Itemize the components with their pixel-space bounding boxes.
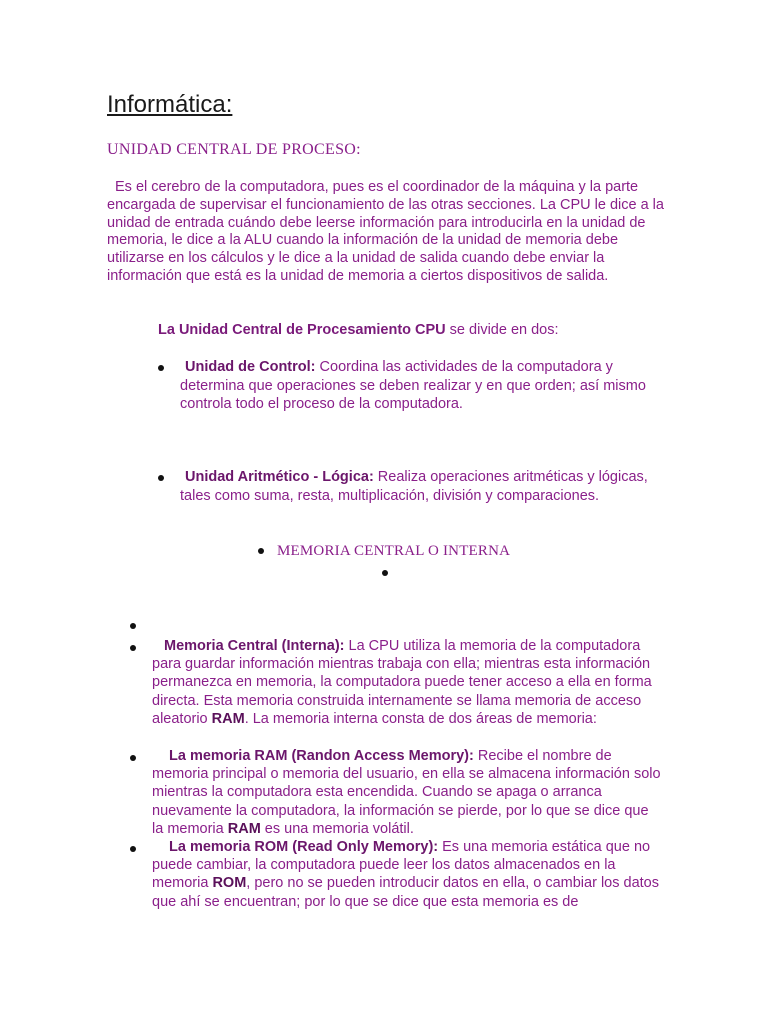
list-item-rom <box>152 838 662 911</box>
bullet-icon <box>130 645 136 651</box>
cpu-divide-line <box>158 321 559 339</box>
intro-paragraph: Es el cerebro de la computadora, pues es el coordinador de la máquina y la parte encargada de supervisar el funcionamiento de las otras secciones. La CPU le dice a la unidad de entrada cuándo debe leerse información para introducirla en la unidad de memoria, le dice a la ALU cuando la información de la unidad de memoria debe utilizarse en los cálculos y le dice a la unidad de salida cuando debe enviar la información que está es la unidad de memoria a ciertos dispositivos de salida. <box>107 179 664 284</box>
ram-bold: RAM <box>227 820 261 837</box>
bullet-icon <box>158 475 164 481</box>
list-item-central-memory <box>152 637 662 728</box>
ram-text-b: es una memoria volátil. <box>260 820 414 837</box>
list-item-alu <box>180 468 650 505</box>
central-memory-ram: RAM <box>211 710 245 727</box>
central-memory-text-a: La CPU utiliza la memoria de la computadora para guardar información mientras trabaja con ella; mientras esta información permanezca en memoria, la computadora puede tener acceso a ella en forma directa. Esta memoria construida internamente se llama memoria de acceso aleatorio <box>152 638 652 727</box>
page-title: Informática: <box>107 91 233 118</box>
bullet-icon <box>130 755 136 761</box>
rom-text-b: , pero no se pueden introducir datos en ella, o cambiar los datos que ahí se encuentran; por lo que se dice que esta memoria es de <box>152 875 659 910</box>
section-heading: UNIDAD CENTRAL DE PROCESO: <box>107 141 361 158</box>
central-memory-term: Memoria Central (Interna): <box>164 638 345 654</box>
bullet-icon <box>130 846 136 852</box>
control-unit-term: Unidad de Control: <box>185 359 316 375</box>
control-unit-text: Coordina las actividades de la computadora y determina que operaciones se deben realizar y en que orden; así mismo controla todo el proceso de la computadora. <box>180 359 646 412</box>
cpu-divide-rest: se divide en dos: <box>445 322 559 338</box>
memory-heading: MEMORIA CENTRAL O INTERNA <box>277 543 511 559</box>
list-item-control-unit <box>180 358 650 414</box>
bullet-icon <box>130 623 136 629</box>
bullet-icon <box>382 570 388 576</box>
rom-term: La memoria ROM (Read Only Memory): <box>169 839 439 855</box>
cpu-divide-bold: La Unidad Central de Procesamiento CPU <box>158 322 446 338</box>
alu-text: Realiza operaciones aritméticas y lógicas, tales como suma, resta, multiplicación, división y comparaciones. <box>180 469 648 504</box>
ram-term: La memoria RAM (Randon Access Memory): <box>169 748 474 764</box>
rom-bold: ROM <box>212 875 247 892</box>
central-memory-text-b: . La memoria interna consta de dos áreas de memoria: <box>244 710 597 727</box>
bullet-icon <box>258 548 264 554</box>
rom-text-a: Es una memoria estática que no puede cambiar, la computadora puede leer los datos almacenados en la memoria <box>152 839 651 892</box>
ram-text-a: Recibe el nombre de memoria principal o memoria del usuario, en ella se almacena información solo mientras la computadora esta encendida. Cuando se apaga o arranca nuevamente la computadora, la información se pierde, por lo que se dice que la memoria <box>152 748 661 837</box>
list-item-ram <box>152 747 662 838</box>
bullet-icon <box>158 365 164 371</box>
alu-term: Unidad Aritmético - Lógica: <box>185 469 374 485</box>
